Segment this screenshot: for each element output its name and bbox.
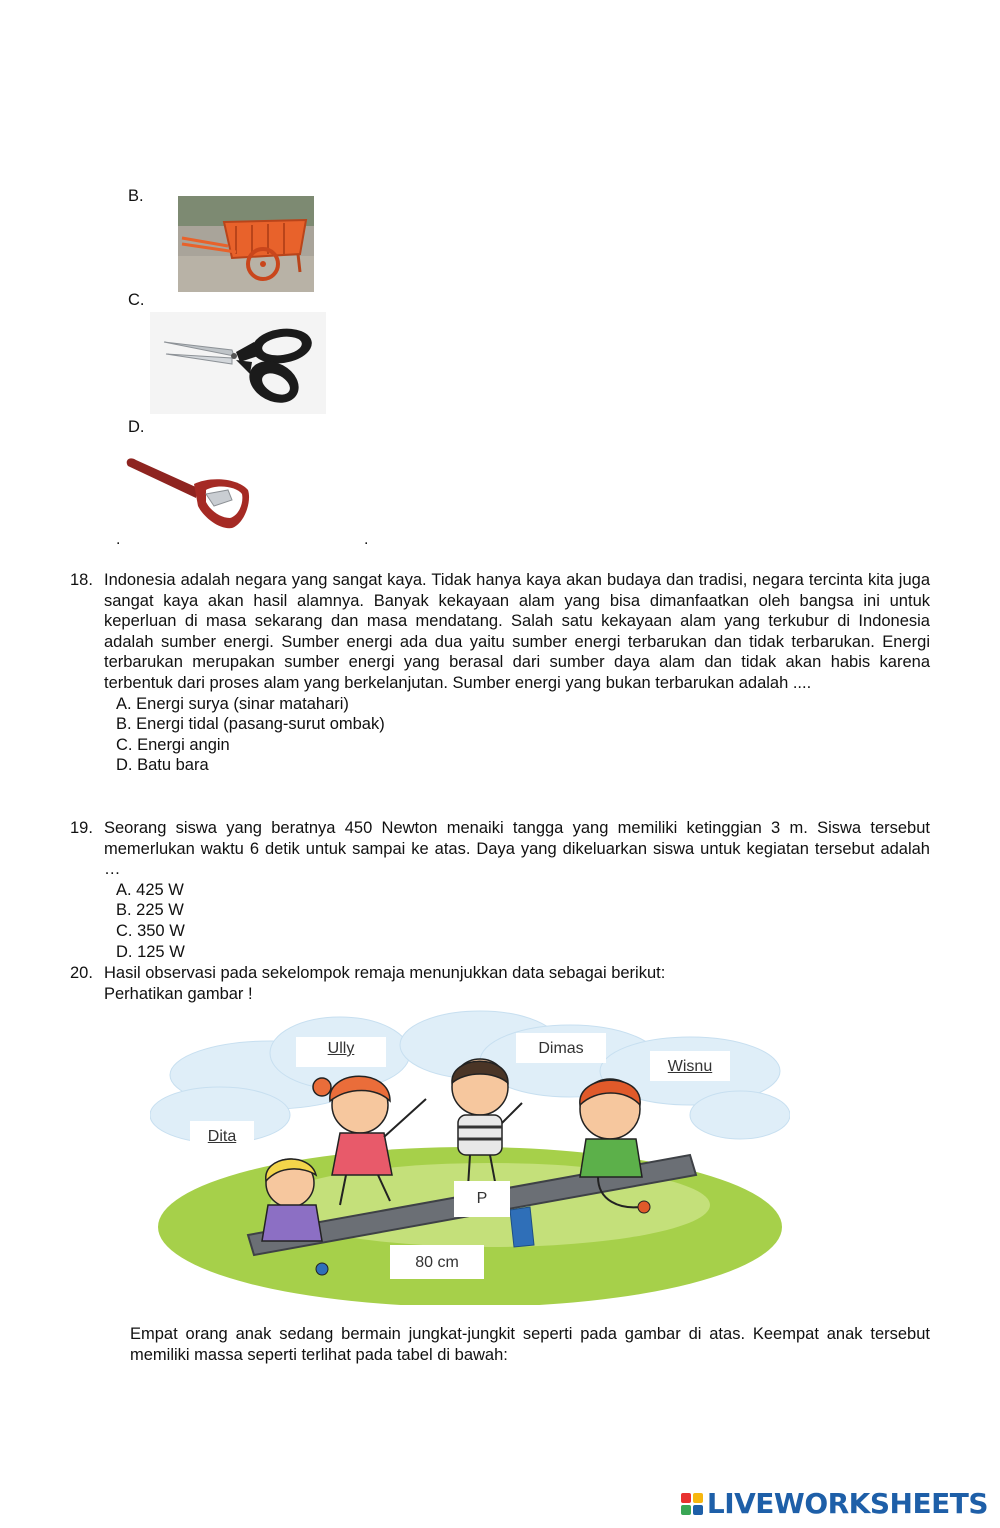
scissors-image	[150, 312, 326, 414]
bottle-opener-image	[120, 454, 254, 534]
figure-label-distance: 80 cm	[415, 1254, 459, 1271]
liveworksheets-mark-icon	[681, 1493, 703, 1515]
q19-option-b: B. 225 W	[116, 901, 184, 920]
question-20-text: Hasil observasi pada sekelompok remaja menunjukkan data sebagai berikut:	[104, 964, 666, 982]
q18-option-c: C. Energi angin	[116, 735, 230, 754]
question-20-number: 20.	[70, 964, 93, 982]
q18-option-d: D. Batu bara	[116, 756, 209, 775]
option-b-label: B.	[128, 187, 144, 205]
separator-dot-left: .	[116, 531, 121, 548]
liveworksheets-logo[interactable]	[681, 1488, 988, 1520]
separator-dot-right: .	[364, 531, 369, 548]
seesaw-figure	[150, 1005, 790, 1305]
figure-label-dita: Dita	[207, 1128, 237, 1145]
question-18-text: Indonesia adalah negara yang sangat kaya. Tidak hanya kaya akan budaya dan tradisi, negara tercinta kita juga sangat kaya akan hasil alamnya. Banyak kekayaan alam yang bisa dimanfaatkan oleh bangsa ini untuk keperluan di masa sekarang dan masa mendatang. Salah satu kekayaan alam yang terkubur di Indonesia adalah sumber energi. Sumber energi ada dua yaitu sumber energi terbarukan dan tidak terbarukan. Energi terbarukan merupakan sumber energi yang berasal dari sumber daya alam dan tidak akan habis karena terbentuk dari proses alam yang berkelanjutan. Sumber energi yang bukan terbarukan adalah ....	[104, 571, 930, 692]
question-19-number: 19.	[70, 819, 93, 837]
question-18-number: 18.	[70, 571, 93, 589]
cart-image	[178, 196, 314, 292]
q19-option-c: C. 350 W	[116, 921, 185, 940]
option-d-label: D.	[128, 418, 145, 436]
question-20-paragraph: Empat orang anak sedang bermain jungkat-jungkit seperti pada gambar di atas. Keempat anak tersebut memiliki massa seperti terlihat pada tabel di bawah:	[130, 1325, 930, 1364]
question-19-text: Seorang siswa yang beratnya 450 Newton menaiki tangga yang memiliki ketinggian 3 m. Siswa tersebut memerlukan waktu 6 detik untuk sampai ke atas. Daya yang dikeluarkan siswa untuk kegiatan tersebut adalah …	[104, 819, 930, 879]
question-18	[70, 570, 930, 776]
q18-option-a: A. Energi surya (sinar matahari)	[116, 694, 349, 713]
q19-option-d: D. 125 W	[116, 942, 185, 961]
liveworksheets-logo-text: LIVEWORKSHEETS	[706, 1486, 988, 1520]
option-c-label: C.	[128, 291, 145, 309]
question-20-subtext: Perhatikan gambar !	[104, 984, 253, 1003]
q19-option-a: A. 425 W	[116, 880, 184, 899]
figure-label-dimas: Dimas	[538, 1040, 584, 1057]
figure-label-pivot: P	[476, 1190, 488, 1207]
question-20	[70, 963, 930, 1004]
figure-label-wisnu: Wisnu	[667, 1058, 713, 1075]
figure-label-ully: Ully	[327, 1040, 355, 1057]
q18-option-b: B. Energi tidal (pasang-surut ombak)	[116, 715, 385, 734]
question-19	[70, 818, 930, 962]
